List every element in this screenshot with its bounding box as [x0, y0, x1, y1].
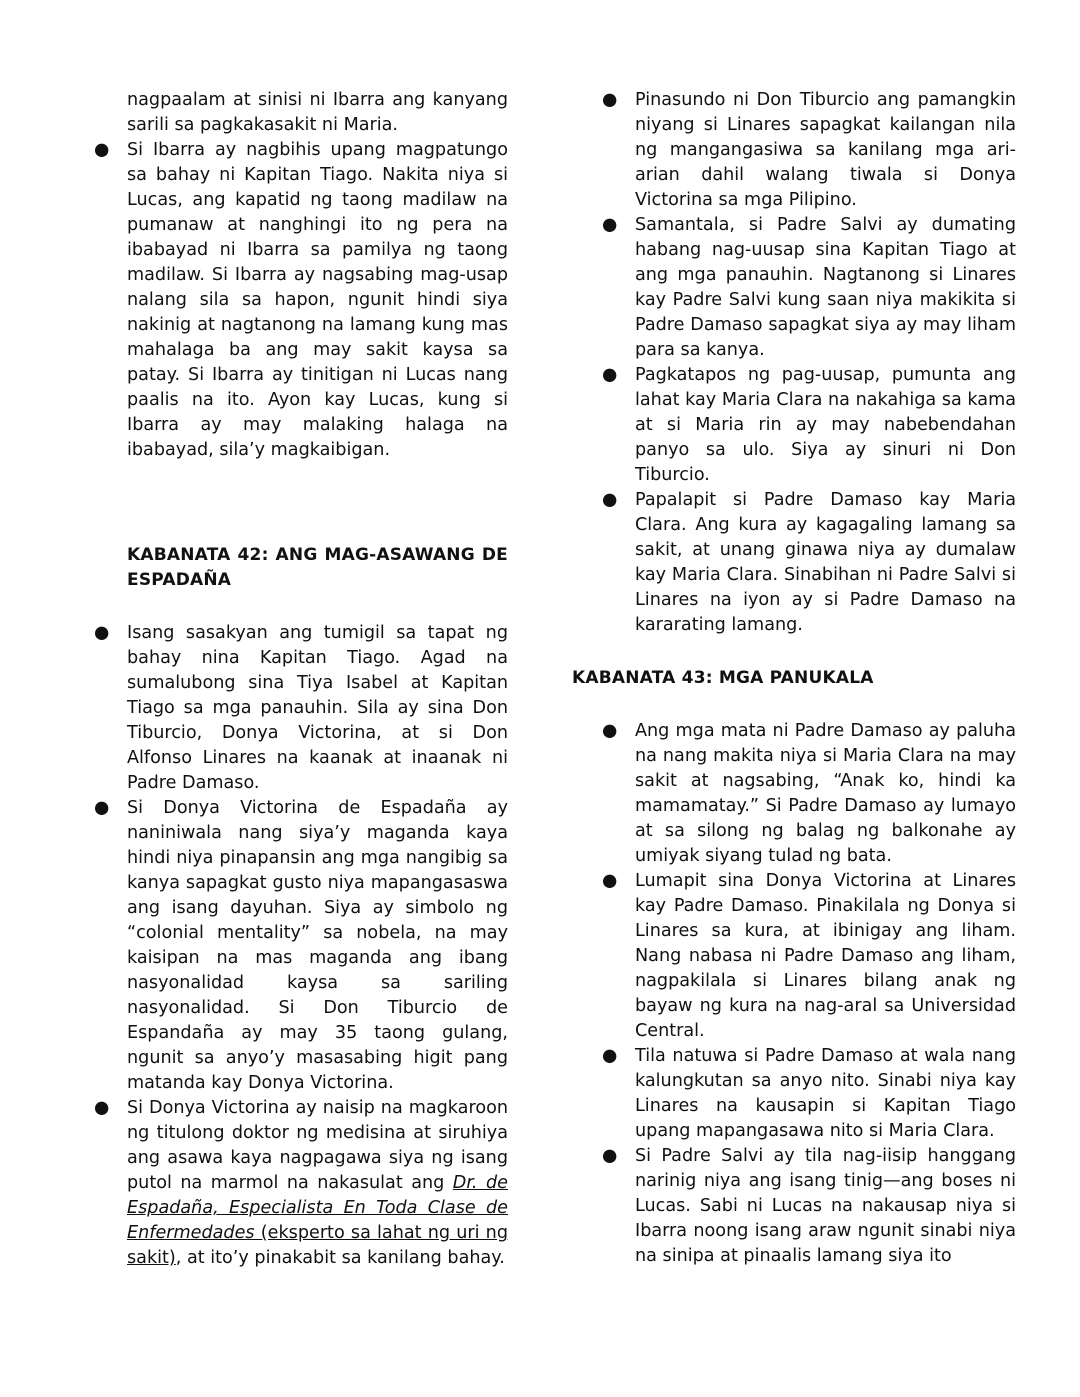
list-item: [572, 213, 1016, 363]
list-item: [94, 796, 508, 1096]
bullet-dot: ●: [602, 1046, 618, 1066]
list-item-text: Si Ibarra ay nagbihis upang magpatungo sa bahay ni Kapitan Tiago. Nakita niya si Lucas, ang kapatid ng taong madilaw na pumanaw at nanghingi ito ng pera na ibabayad ni Ibarra sa pamilya ng taong madilaw. Si Ibarra ay nagsabing mag-usap nalang sila sa hapon, ngunit hindi siya nakinig at nagtanong na lamang kung mas mahalaga ba ang may sakit kaysa sa patay. Si Ibarra ay tinitigan ni Lucas nang paalis na ito. Ayon kay Lucas, kung si Ibarra ay may malaking halaga na ibabayad, sila’y magkaibigan.: [127, 140, 508, 460]
bullet-dot: ●: [94, 798, 110, 818]
list-item: [94, 1096, 508, 1271]
list-item: [572, 363, 1016, 488]
list-item-text: Ang mga mata ni Padre Damaso ay paluha na nang makita niya si Maria Clara na may sakit at nagsabing, “Anak ko, hindi ka mamamatay.” Si Padre Damaso ay lumayo at sa silong ng balag ng balkonahe ay umiyak siyang tulad ng bata.: [635, 721, 1016, 866]
list-item: [94, 621, 508, 796]
list-item-text: Papalapit si Padre Damaso kay Maria Clara. Ang kura ay kagagaling lamang sa sakit, at unang ginawa niya ay dumalaw kay Maria Clara. Sinabihan ni Padre Salvi si Linares na iyon ay si Padre Damaso na kararating lamang.: [635, 490, 1016, 635]
bullet-dot: ●: [94, 623, 110, 643]
list-item-text: Isang sasakyan ang tumigil sa tapat ng bahay nina Kapitan Tiago. Agad na sumalubong sina Tiya Isabel at Kapitan Tiago sa mga panauhin. Sila ay sina Don Tiburcio, Donya Victorina, at si Don Alfonso Linares na kaanak at inaanak ni Padre Damaso.: [127, 623, 508, 793]
bullet-dot: ●: [602, 871, 618, 891]
bullet-dot: ●: [94, 140, 110, 160]
bullet-dot: ●: [602, 1146, 618, 1166]
list-item: [572, 1144, 1016, 1269]
bullet-dot: ●: [602, 490, 618, 510]
translation-text: (eksperto sa lahat ng uri ng sakit): [127, 1223, 508, 1268]
chapter-42-bullet-list: [94, 621, 508, 1271]
list-item-text: Tila natuwa si Padre Damaso at wala nang kalungkutan sa anyo nito. Sinabi niya kay Linares na kausapin si Kapitan Tiago upang mapangasawa nito si Maria Clara.: [635, 1046, 1016, 1141]
marble-inscription-text: Dr. de Espadaña, Especialista En Toda Clase de Enfermedades: [127, 1173, 508, 1243]
bullet-dot: ●: [602, 215, 618, 235]
left-column: [94, 88, 508, 1271]
bullet-dot: ●: [602, 365, 618, 385]
list-item-text: Pinasundo ni Don Tiburcio ang pamangkin niyang si Linares sapagkat kailangan nila ng mangangasiwa sa kanilang mga ari-arian dahil walang tiwala si Donya Victorina sa mga Pilipino.: [635, 90, 1016, 210]
bullet-dot: ●: [602, 721, 618, 741]
bullet-dot: ●: [94, 1098, 110, 1118]
list-item: [572, 1044, 1016, 1144]
list-item: [572, 488, 1016, 638]
list-item: [94, 138, 508, 463]
list-item-text: Si Padre Salvi ay tila nag-iisip hanggang narinig niya ang isang tinig—ang boses ni Lucas. Sabi ni Lucas na nakausap niya si Ibarra noong isang araw ngunit sinabi niya na sinipa at pinaalis lamang siya ito: [635, 1146, 1016, 1266]
chapter-43-heading: KABANATA 43: MGA PANUKALA: [572, 668, 874, 688]
list-item: [572, 88, 1016, 213]
right-column: [572, 88, 1016, 1269]
list-item: [572, 869, 1016, 1044]
list-item-text-start: Si Donya Victorina ay naisip na magkaroon ng titulong doktor ng medisina at siruhiya ang asawa kaya nagpagawa siya ng isang putol na marmol na nakasulat ang: [127, 1098, 508, 1193]
list-item-text: Si Donya Victorina de Espadaña ay naniniwala nang siya’y maganda kaya hindi niya pinapansin ang mga nangibig sa kanya sapagkat gusto niya mapangasaswa ang isang dayuhan. Siya ay simbolo ng “colonial mentality” sa nobela, na may kaisipan na mas maganda ang ibang nasyonalidad kaysa sa sariling nasyonalidad. Si Don Tiburcio de Espandaña ay may 35 taong gulang, ngunit sa anyo’y masasabing higit pang matanda kay Donya Victorina.: [127, 798, 508, 1093]
list-item: [572, 719, 1016, 869]
list-item-text: Samantala, si Padre Salvi ay dumating habang nag-uusap sina Kapitan Tiago at ang mga panauhin. Nagtanong si Linares kay Padre Salvi kung saan niya makikita si Padre Damaso sapagkat siya ay may liham para sa kanya.: [635, 215, 1016, 360]
bullet-dot: ●: [602, 90, 618, 110]
list-item-text: Lumapit sina Donya Victorina at Linares kay Padre Damaso. Pinakilala ng Donya si Linares sa kura, at ibinigay ang liham. Nang nabasa ni Padre Damaso ang liham, nagpakilala si Linares bilang anak ng bayaw ng kura na nag-aral sa Universidad Central.: [635, 871, 1016, 1041]
chapter-43-bullet-list: [572, 719, 1016, 1269]
bullet-list: [94, 138, 508, 463]
continuation-paragraph: nagpaalam at sinisi ni Ibarra ang kanyang sarili sa pagkakasakit ni Maria.: [127, 90, 508, 135]
list-item-text-end: , at ito’y pinakabit sa kanilang bahay.: [175, 1248, 505, 1268]
bullet-list: [572, 88, 1016, 638]
chapter-42-heading: KABANATA 42: ANG MAG-ASAWANG DE ESPADAÑA: [127, 545, 508, 590]
list-item-text: Pagkatapos ng pag-uusap, pumunta ang lahat kay Maria Clara na nakahiga sa kama at si Maria rin ay may nabebendahan panyo sa ulo. Siya ay sinuri ni Don Tiburcio.: [635, 365, 1016, 485]
